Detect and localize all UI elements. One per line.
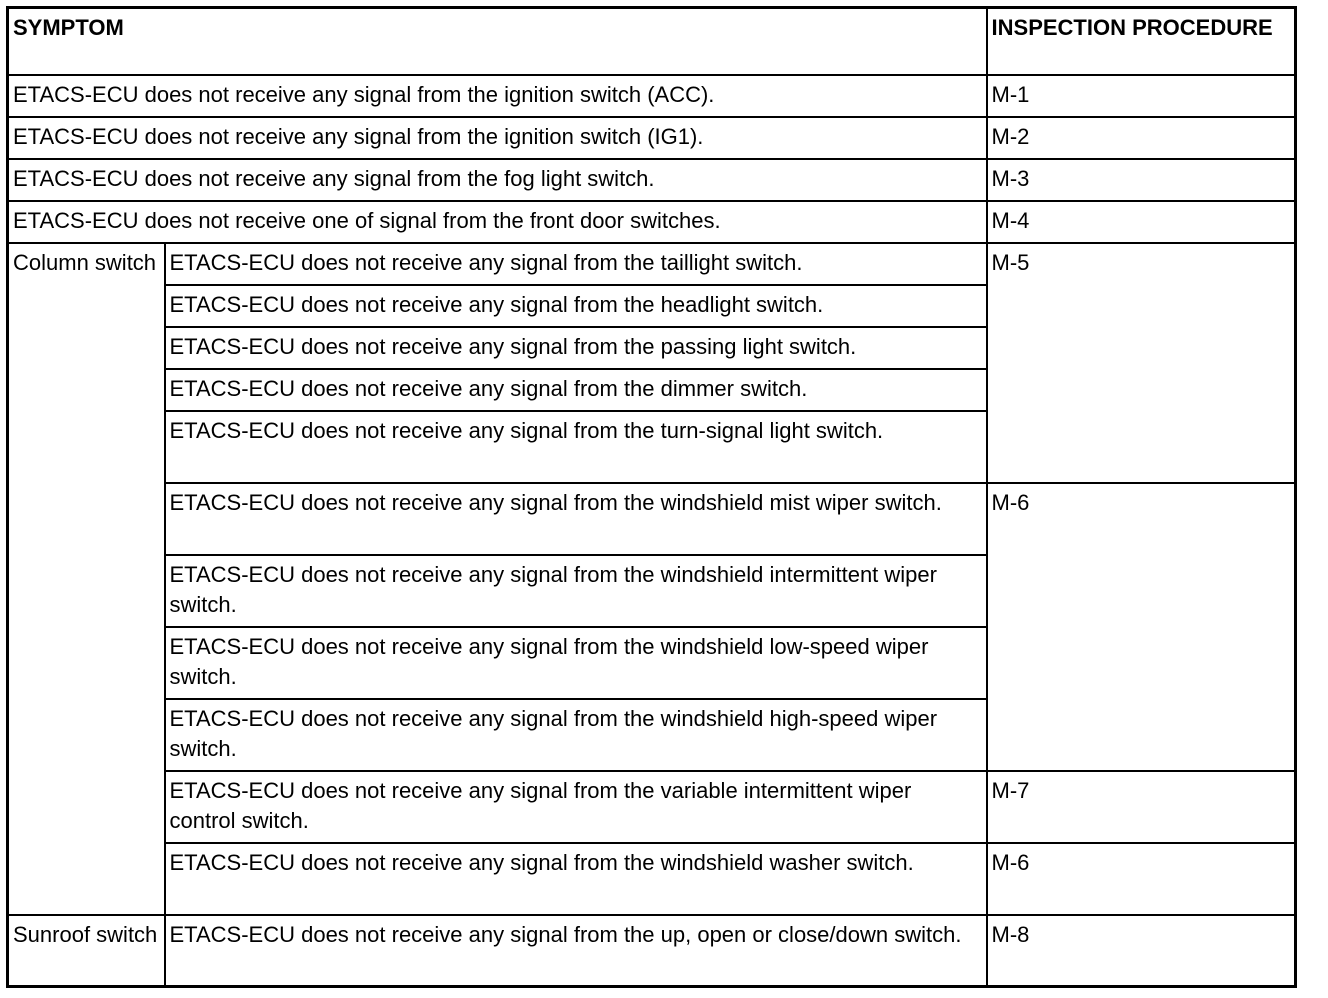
symptom-cell: ETACS-ECU does not receive any signal from the windshield high-speed wiper switch. xyxy=(165,699,987,771)
symptom-cell: ETACS-ECU does not receive one of signal from the front door switches. xyxy=(8,201,987,243)
header-symptom: SYMPTOM xyxy=(8,8,987,75)
symptom-cell: ETACS-ECU does not receive any signal from the headlight switch. xyxy=(165,285,987,327)
symptom-cell: ETACS-ECU does not receive any signal from the up, open or close/down switch. xyxy=(165,915,987,987)
symptom-table xyxy=(6,6,1297,988)
symptom-cell: ETACS-ECU does not receive any signal from the taillight switch. xyxy=(165,243,987,285)
procedure-cell: M-7 xyxy=(987,771,1296,843)
symptom-cell: ETACS-ECU does not receive any signal from the turn-signal light switch. xyxy=(165,411,987,483)
procedure-cell: M-6 xyxy=(987,843,1296,915)
table-row xyxy=(8,915,1296,987)
procedure-cell: M-6 xyxy=(987,483,1296,771)
procedure-cell: M-4 xyxy=(987,201,1296,243)
symptom-cell: ETACS-ECU does not receive any signal from the passing light switch. xyxy=(165,327,987,369)
procedure-cell: M-2 xyxy=(987,117,1296,159)
table-row xyxy=(8,159,1296,201)
header-inspection-procedure: INSPECTION PROCEDURE xyxy=(987,8,1296,75)
table-row xyxy=(8,243,1296,285)
header-row xyxy=(8,8,1296,75)
table-row xyxy=(8,771,1296,843)
table-row xyxy=(8,117,1296,159)
symptom-cell: ETACS-ECU does not receive any signal from the variable intermittent wiper control switch. xyxy=(165,771,987,843)
procedure-cell: M-3 xyxy=(987,159,1296,201)
group-sunroof-switch: Sunroof switch xyxy=(8,915,165,987)
symptom-cell: ETACS-ECU does not receive any signal from the fog light switch. xyxy=(8,159,987,201)
procedure-cell: M-8 xyxy=(987,915,1296,987)
symptom-cell: ETACS-ECU does not receive any signal from the dimmer switch. xyxy=(165,369,987,411)
symptom-cell: ETACS-ECU does not receive any signal from the windshield low-speed wiper switch. xyxy=(165,627,987,699)
table-row xyxy=(8,843,1296,915)
symptom-cell: ETACS-ECU does not receive any signal from the ignition switch (IG1). xyxy=(8,117,987,159)
symptom-cell: ETACS-ECU does not receive any signal from the windshield mist wiper switch. xyxy=(165,483,987,555)
procedure-cell: M-5 xyxy=(987,243,1296,483)
symptom-cell: ETACS-ECU does not receive any signal from the windshield washer switch. xyxy=(165,843,987,915)
table-row xyxy=(8,75,1296,117)
procedure-cell: M-1 xyxy=(987,75,1296,117)
group-column-switch: Column switch xyxy=(8,243,165,915)
symptom-cell: ETACS-ECU does not receive any signal from the ignition switch (ACC). xyxy=(8,75,987,117)
table-row xyxy=(8,483,1296,555)
table-row xyxy=(8,201,1296,243)
symptom-cell: ETACS-ECU does not receive any signal from the windshield intermittent wiper switch. xyxy=(165,555,987,627)
